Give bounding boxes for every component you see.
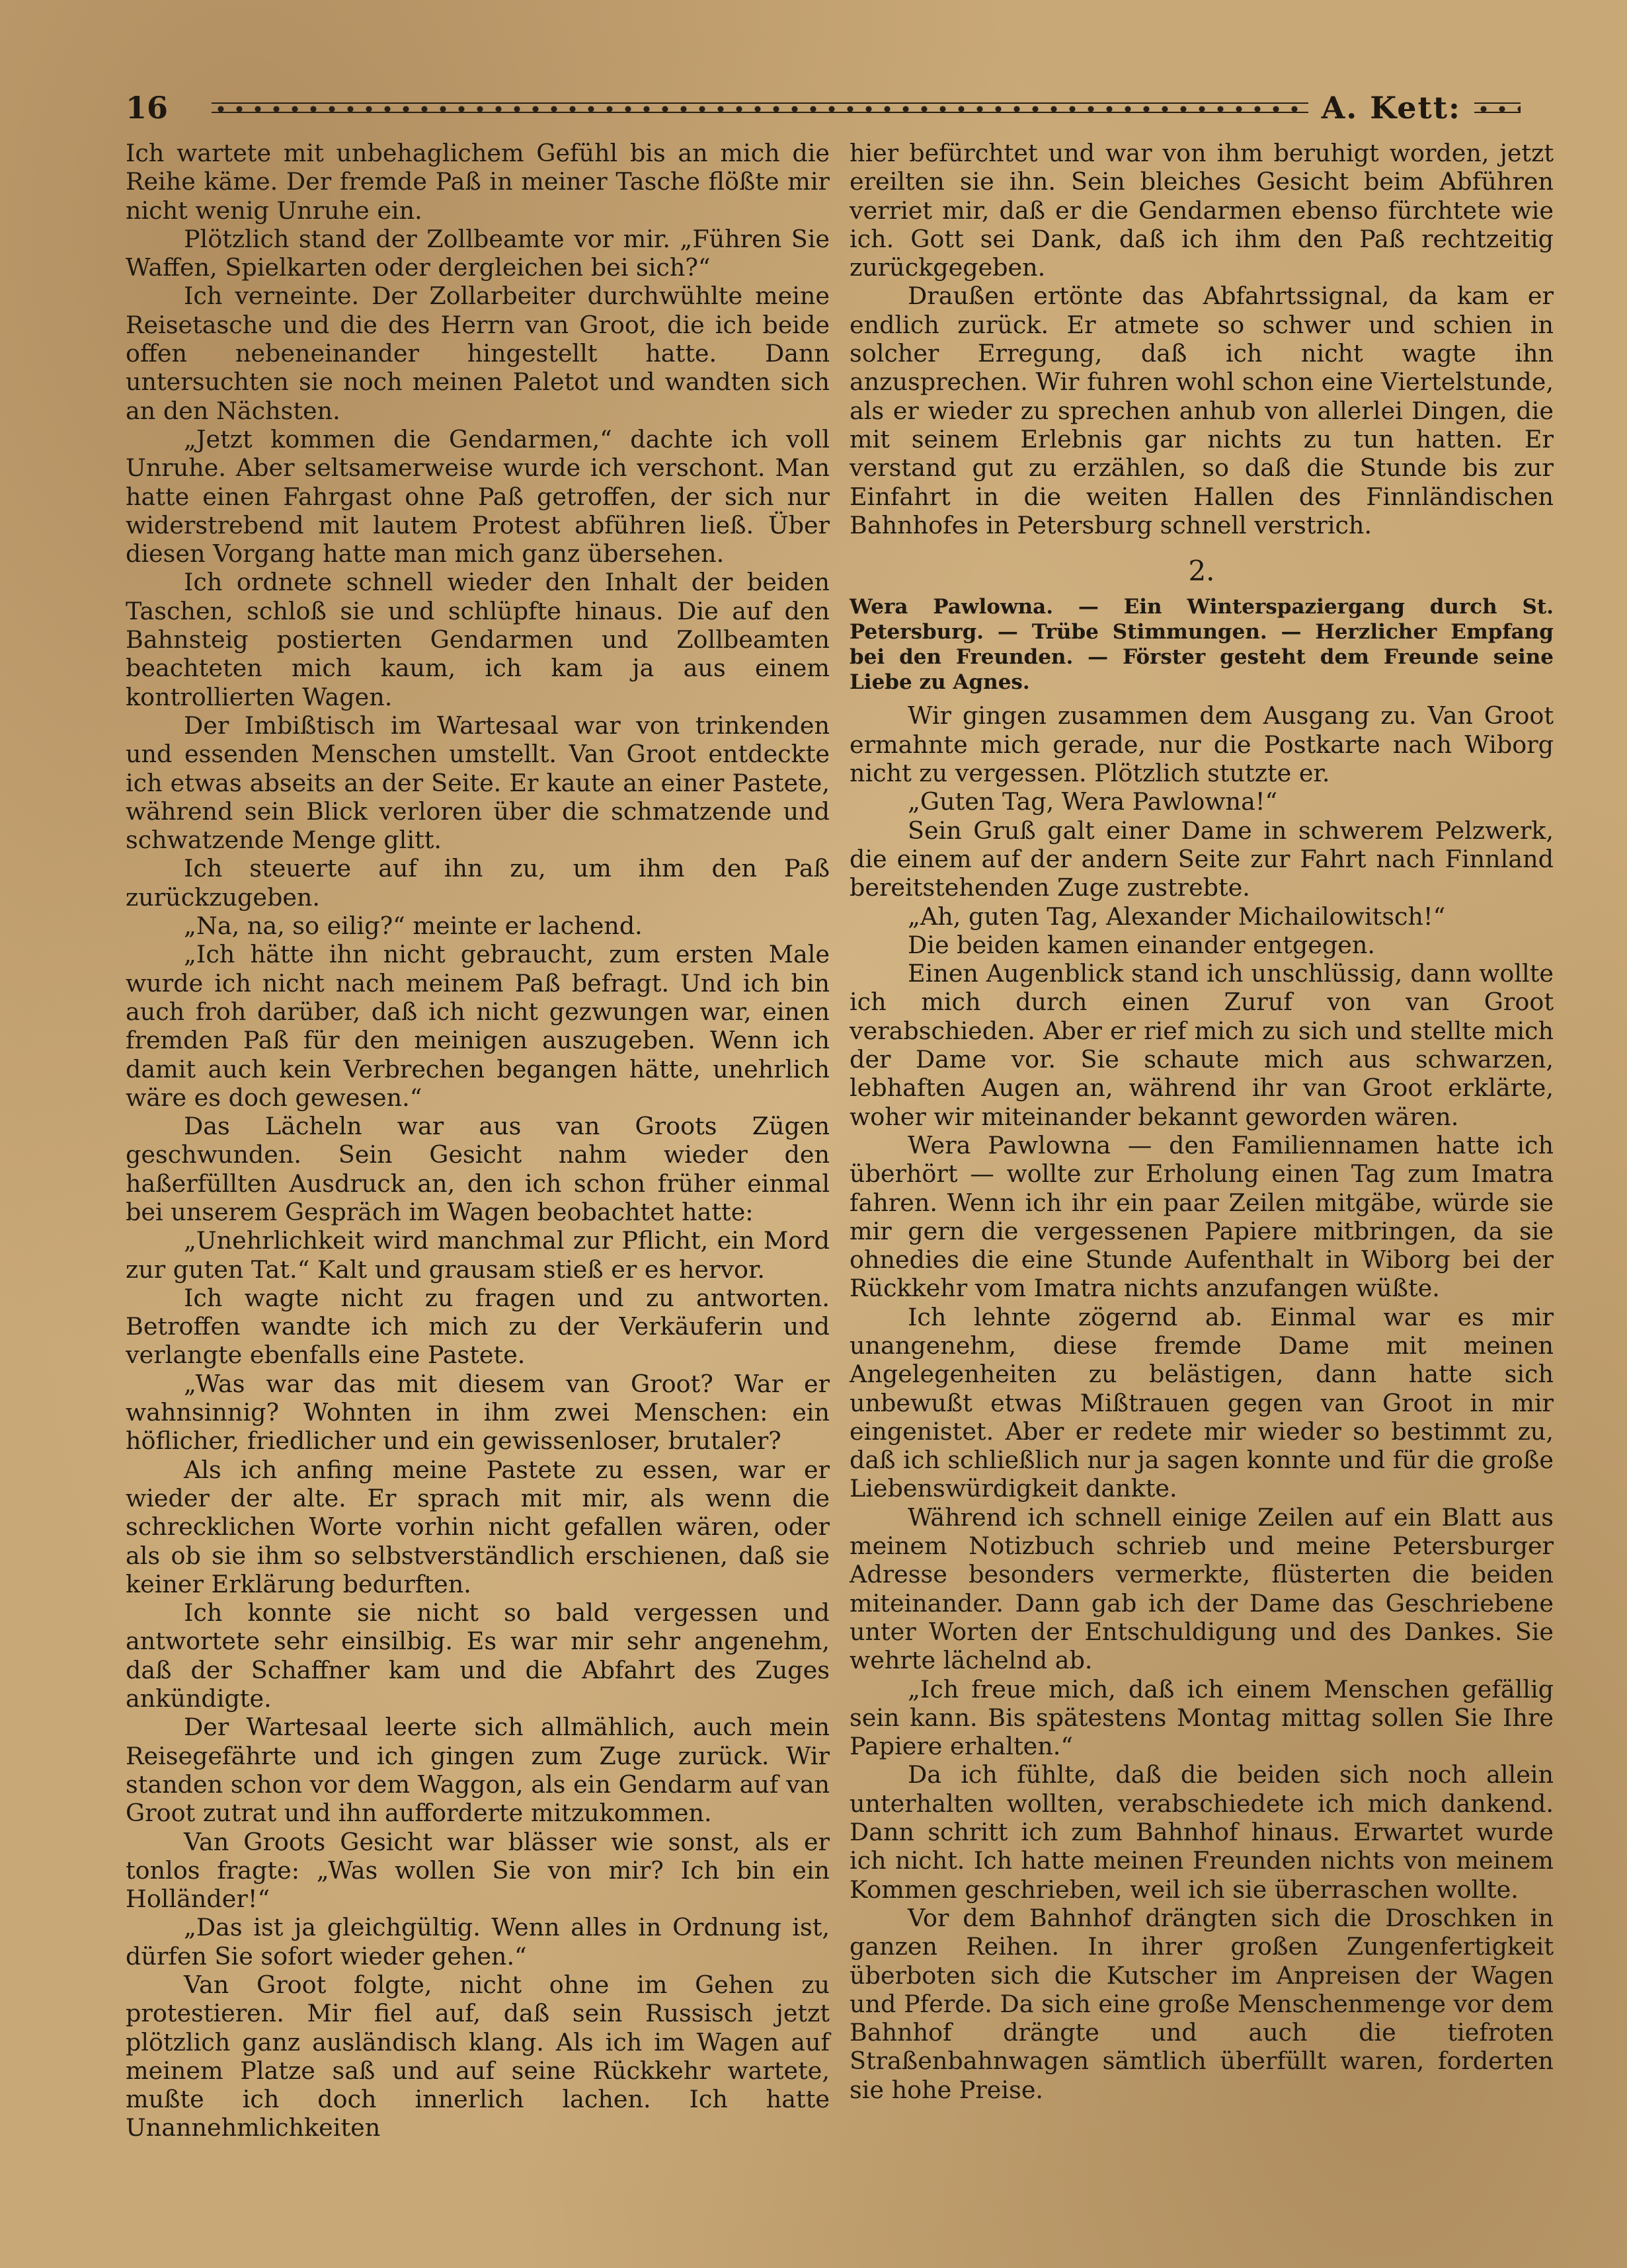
- page-number: 16: [126, 90, 169, 126]
- paragraph: Als ich anfing meine Pastete zu essen, war er wieder der alte. Er sprach mit mir, als wenn die schrecklichen Worte vorhin nicht gefallen wären, oder als ob sie ihm so selbstverständlich erschienen, daß sie keiner Erklärung bedurften.: [126, 1455, 830, 1598]
- paragraph: Wera Pawlowna — den Familiennamen hatte ich überhört — wollte zur Erholung einen Tag zum Imatra fahren. Wenn ich ihr ein paar Zeilen mitgäbe, würde sie mir gern die vergessenen Papiere mitbringen, da sie ohnedies die eine Stunde Aufenthalt in Wiborg bei der Rückkehr vom Imatra nichts anzufangen wüßte.: [850, 1130, 1554, 1303]
- paragraph: Van Groot folgte, nicht ohne im Gehen zu protestieren. Mir fiel auf, daß sein Russisch jetzt plötzlich ganz ausländisch klang. Als ich im Wagen auf meinem Platze saß und auf seine Rückkehr wartete, mußte ich doch innerlich lachen. Ich hatte Unannehmlichkeiten: [126, 1971, 830, 2142]
- paragraph: „Na, na, so eilig?“ meinte er lachend.: [184, 912, 643, 941]
- paragraph: Draußen ertönte das Abfahrtssignal, da kam er endlich zurück. Er atmete so schwer und schien in solcher Erregung, daß ich nicht wagte ihn anzusprechen. Wir fuhren wohl schon eine Viertelstunde, als er wieder zu sprechen anhub von allerlei Dingen, die mit seinem Erlebnis gar nichts zu tun hatten. Er verstand gut zu erzählen, so daß die Stunde bis zur Einfahrt in die weiten Hallen des Finnländischen Bahnhofes in Petersburg schnell verstrich.: [850, 282, 1554, 539]
- paragraph: Ich wagte nicht zu fragen und zu antworten. Betroffen wandte ich mich zu der Verkäuferin und verlangte ebenfalls eine Pastete.: [126, 1283, 830, 1370]
- right-column: [850, 139, 1554, 2104]
- paragraph: Der Wartesaal leerte sich allmählich, auch mein Reisegefährte und ich gingen zum Zuge zurück. Wir standen schon vor dem Waggon, als ein Gendarm auf van Groot zutrat und ihn aufforderte mitzukommen.: [126, 1713, 830, 1828]
- paragraph: Ich wartete mit unbehaglichem Gefühl bis an mich die Reihe käme. Der fremde Paß in meiner Tasche flößte mir nicht wenig Unruhe ein.: [126, 139, 830, 225]
- paragraph: Ich verneinte. Der Zollarbeiter durchwühlte meine Reisetasche und die des Herrn van Groot, die ich beide offen nebeneinander hingestellt hatte. Dann untersuchten sie noch meinen Paletot und wandten sich an den Nächsten.: [126, 282, 830, 425]
- paragraph: Das Lächeln war aus van Groots Zügen geschwunden. Sein Gesicht nahm wieder den haßerfüllten Ausdruck an, den ich schon früher einmal bei unserem Gespräch im Wagen beobachtet hatte:: [126, 1112, 830, 1226]
- section-number: 2.: [1188, 555, 1215, 588]
- paragraph: „Ich freue mich, daß ich einem Menschen gefällig sein kann. Bis spätestens Montag mittag sollen Sie Ihre Papiere erhalten.“: [850, 1674, 1554, 1761]
- paragraph: Ich lehnte zögernd ab. Einmal war es mir unangenehm, diese fremde Dame mit meinen Angelegenheiten zu belästigen, dann hatte sich unbewußt etwas Mißtrauen gegen van Groot in mir eingenistet. Aber er redete mir wieder so bestimmt zu, daß ich schließlich nur ja sagen konnte und für die große Liebenswürdigkeit dankte.: [850, 1302, 1554, 1503]
- paragraph: Ich steuerte auf ihn zu, um ihm den Paß zurückzugeben.: [126, 854, 830, 912]
- paragraph: Plötzlich stand der Zollbeamte vor mir. „Führen Sie Waffen, Spielkarten oder dergleichen bei sich?“: [126, 224, 830, 282]
- paragraph-continuation: hier befürchtet und war von ihm beruhigt worden, jetzt ereilten sie ihn. Sein bleiches Gesicht beim Abführen verriet mir, daß er die Gendarmen ebenso fürchtete wie ich. Gott sei Dank, daß ich ihm den Paß rechtzeitig zurückgegeben.: [850, 139, 1554, 282]
- header-ornament-rule-right: [1474, 102, 1521, 113]
- paragraph: Sein Gruß galt einer Dame in schwerem Pelzwerk, die einem auf der andern Seite zur Fahrt nach Finnland bereitstehenden Zuge zustrebte.: [850, 816, 1554, 902]
- paragraph: „Guten Tag, Wera Pawlowna!“: [908, 787, 1278, 816]
- paragraph: „Das ist ja gleichgültig. Wenn alles in Ordnung ist, dürfen Sie sofort wieder gehen.“: [126, 1913, 830, 1971]
- paragraph: „Jetzt kommen die Gendarmen,“ dachte ich voll Unruhe. Aber seltsamerweise wurde ich verschont. Man hatte einen Fahrgast ohne Paß getroffen, der sich nur widerstrebend mit lautem Protest abführen ließ. Über diesen Vorgang hatte man mich ganz übersehen.: [126, 424, 830, 568]
- paragraph: Einen Augenblick stand ich unschlüssig, dann wollte ich mich durch einen Zuruf von van Groot verabschieden. Aber er rief mich zu sich und stellte mich der Dame vor. Sie schaute mich aus schwarzen, lebhaften Augen an, während ihr van Groot erklärte, woher wir miteinander bekannt geworden wären.: [850, 959, 1554, 1131]
- chapter-summary: Wera Pawlowna. — Ein Winterspaziergang durch St. Petersburg. — Trübe Stimmungen. — Herzlicher Empfang bei den Freunden. — Förster gesteht dem Freunde seine Liebe zu Agnes.: [850, 595, 1554, 695]
- running-title: A. Kett:: [1321, 90, 1461, 126]
- paragraph: Vor dem Bahnhof drängten sich die Droschken in ganzen Reihen. In ihrer großen Zungenfertigkeit überboten sich die Kutscher im Anpreisen der Wagen und Pferde. Da sich eine große Menschenmenge vor dem Bahnhof drängte und auch die tiefroten Straßenbahnwagen sämtlich überfüllt waren, forderten sie hohe Preise.: [850, 1903, 1554, 2104]
- page-header: [126, 85, 1534, 131]
- paragraph: Während ich schnell einige Zeilen auf ein Blatt aus meinem Notizbuch schrieb und meine Petersburger Adresse besonders vermerkte, flüsterten die beiden miteinander. Dann gab ich der Dame das Geschriebene unter Worten der Entschuldigung und des Dankes. Sie wehrte lächelnd ab.: [850, 1503, 1554, 1675]
- paragraph: „Was war das mit diesem van Groot? War er wahnsinnig? Wohnten in ihm zwei Menschen: ein höflicher, friedlicher und ein gewissenloser, brutaler?: [126, 1369, 830, 1456]
- paragraph: „Ah, guten Tag, Alexander Michailowitsch!“: [908, 902, 1446, 931]
- paragraph: Da ich fühlte, daß die beiden sich noch allein unterhalten wollten, verabschiedete ich mich dankend. Dann schritt ich zum Bahnhof hinaus. Erwartet wurde ich nicht. Ich hatte meinen Freunden nichts von meinem Kommen geschrieben, weil ich sie überraschen wollte.: [850, 1760, 1554, 1904]
- paragraph: Wir gingen zusammen dem Ausgang zu. Van Groot ermahnte mich gerade, nur die Postkarte nach Wiborg nicht zu vergessen. Plötzlich stutzte er.: [850, 701, 1554, 788]
- paragraph: Van Groots Gesicht war blässer wie sonst, als er tonlos fragte: „Was wollen Sie von mir? Ich bin ein Holländer!“: [126, 1827, 830, 1914]
- paragraph: „Ich hätte ihn nicht gebraucht, zum ersten Male wurde ich nicht nach meinem Paß befragt. Und ich bin auch froh darüber, daß ich nicht gezwungen war, einen fremden Paß für den meinigen auszugeben. Wenn ich damit auch kein Verbrechen begangen hätte, unehrlich wäre es doch gewesen.“: [126, 940, 830, 1112]
- paragraph: „Unehrlichkeit wird manchmal zur Pflicht, ein Mord zur guten Tat.“ Kalt und grausam stieß er es hervor.: [126, 1226, 830, 1284]
- paragraph: Der Imbißtisch im Wartesaal war von trinkenden und essenden Menschen umstellt. Van Groot entdeckte ich etwas abseits an der Seite. Er kaute an einer Pastete, während sein Blick verloren über die schmatzende und schwatzende Menge glitt.: [126, 711, 830, 855]
- paragraph: Ich ordnete schnell wieder den Inhalt der beiden Taschen, schloß sie und schlüpfte hinaus. Die auf den Bahnsteig postierten Gendarmen und Zollbeamten beachteten mich kaum, ich kam ja aus einem kontrollierten Wagen.: [126, 568, 830, 711]
- paragraph: Die beiden kamen einander entgegen.: [908, 930, 1375, 959]
- header-ornament-rule: [212, 102, 1308, 113]
- left-column: [126, 139, 830, 2142]
- paragraph: Ich konnte sie nicht so bald vergessen und antwortete sehr einsilbig. Es war mir sehr angenehm, daß der Schaffner kam und die Abfahrt des Zuges ankündigte.: [126, 1598, 830, 1713]
